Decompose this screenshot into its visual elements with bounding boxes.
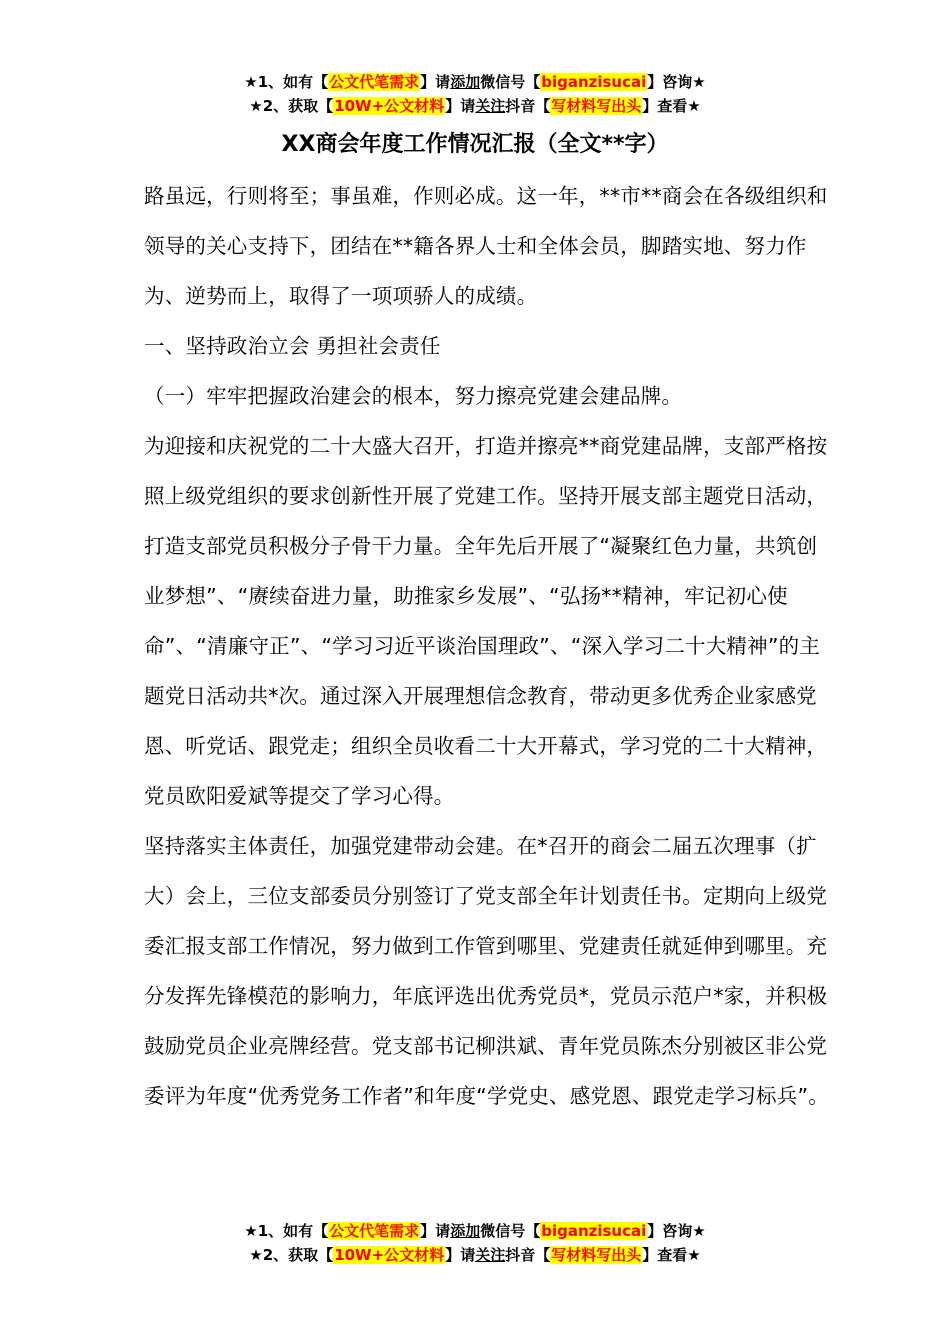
promo-text: 微信号【 bbox=[480, 73, 541, 91]
promo-emphasis: 关注 bbox=[475, 1246, 506, 1264]
promo-line-1 bbox=[0, 70, 950, 94]
highlight-service: 公文代笔需求 bbox=[329, 1222, 420, 1240]
intro-paragraph: 路虽远，行则将至；事虽难，作则必成。这一年，**市**商会在各级组织和领导的关心支持下，团结在**籍各界人士和全体会员，脚踏实地、努力作为、逆势而上，取得了一项项骄人的成绩。 bbox=[144, 184, 828, 308]
promo-text: 】请 bbox=[445, 1246, 476, 1264]
document-body bbox=[144, 171, 834, 1121]
promo-line-2 bbox=[0, 1243, 950, 1267]
highlight-douyin: 写材料写出头 bbox=[551, 97, 642, 115]
promo-text: 】查看★ bbox=[642, 97, 701, 115]
highlight-wechat-id: biganzisucai bbox=[541, 73, 647, 91]
promo-emphasis: 添加 bbox=[450, 73, 481, 91]
promo-text: 】请 bbox=[420, 73, 451, 91]
section-heading: 一、坚持政治立会 勇担社会责任 bbox=[144, 334, 441, 358]
highlight-wechat-id: biganzisucai bbox=[541, 1222, 647, 1240]
promo-text: 】咨询★ bbox=[647, 73, 706, 91]
promo-text: 】查看★ bbox=[642, 1246, 701, 1264]
promo-emphasis: 关注 bbox=[475, 97, 506, 115]
promo-text: 微信号【 bbox=[480, 1222, 541, 1240]
promo-text: 】咨询★ bbox=[647, 1222, 706, 1240]
promo-text: 抖音【 bbox=[505, 1246, 551, 1264]
document-title: XX商会年度工作情况汇报（全文**字） bbox=[281, 132, 669, 157]
promo-text: 】请 bbox=[420, 1222, 451, 1240]
promo-text: ★2、获取【 bbox=[249, 97, 334, 115]
body-paragraph: 坚持落实主体责任，加强党建带动会建。在*召开的商会二届五次理事（扩大）会上，三位支部委员分别签订了党支部全年计划责任书。定期向上级党委汇报支部工作情况，努力做到工作管到哪里、党建责任就延伸到哪里。充分发挥先锋模范的影响力，年底评选出优秀党员*，党员示范户*家，并积极鼓励党员企业亮牌经营。党支部书记柳洪斌、青年党员陈杰分别被区非公党委评为年度“优秀党务工作者”和年度“学党史、感党恩、跟党走学习标兵”。 bbox=[144, 834, 829, 1108]
promo-text: ★1、如有【 bbox=[244, 1222, 329, 1240]
highlight-materials: 10W+公文材料 bbox=[334, 97, 445, 115]
promo-line-2 bbox=[0, 94, 950, 118]
subsection-heading: （一）牢牢把握政治建会的根本，努力擦亮党建会建品牌。 bbox=[144, 384, 683, 408]
highlight-materials: 10W+公文材料 bbox=[334, 1246, 445, 1264]
highlight-service: 公文代笔需求 bbox=[329, 73, 420, 91]
promo-text: ★2、获取【 bbox=[249, 1246, 334, 1264]
promo-text: 】请 bbox=[445, 97, 476, 115]
highlight-douyin: 写材料写出头 bbox=[551, 1246, 642, 1264]
promo-text: ★1、如有【 bbox=[244, 73, 329, 91]
body-paragraph: 为迎接和庆祝党的二十大盛大召开，打造并擦亮**商党建品牌，支部严格按照上级党组织的要求创新性开展了党建工作。坚持开展支部主题党日活动，打造支部党员积极分子骨干力量。全年先后开展了“凝聚红色力量，共筑创业梦想”、“赓续奋进力量，助推家乡发展”、“弘扬**精神，牢记初心使命”、“清廉守正”、“学习习近平谈治国理政”、“深入学习二十大精神”的主题党日活动共*次。通过深入开展理想信念教育，带动更多优秀企业家感党恩、听党话、跟党走；组织全员收看二十大开幕式，学习党的二十大精神，党员欧阳爱斌等提交了学习心得。 bbox=[144, 434, 828, 808]
promo-banner-top bbox=[0, 70, 950, 118]
promo-text: 抖音【 bbox=[505, 97, 551, 115]
promo-emphasis: 添加 bbox=[450, 1222, 481, 1240]
promo-banner-bottom bbox=[0, 1219, 950, 1267]
promo-line-1 bbox=[0, 1219, 950, 1243]
